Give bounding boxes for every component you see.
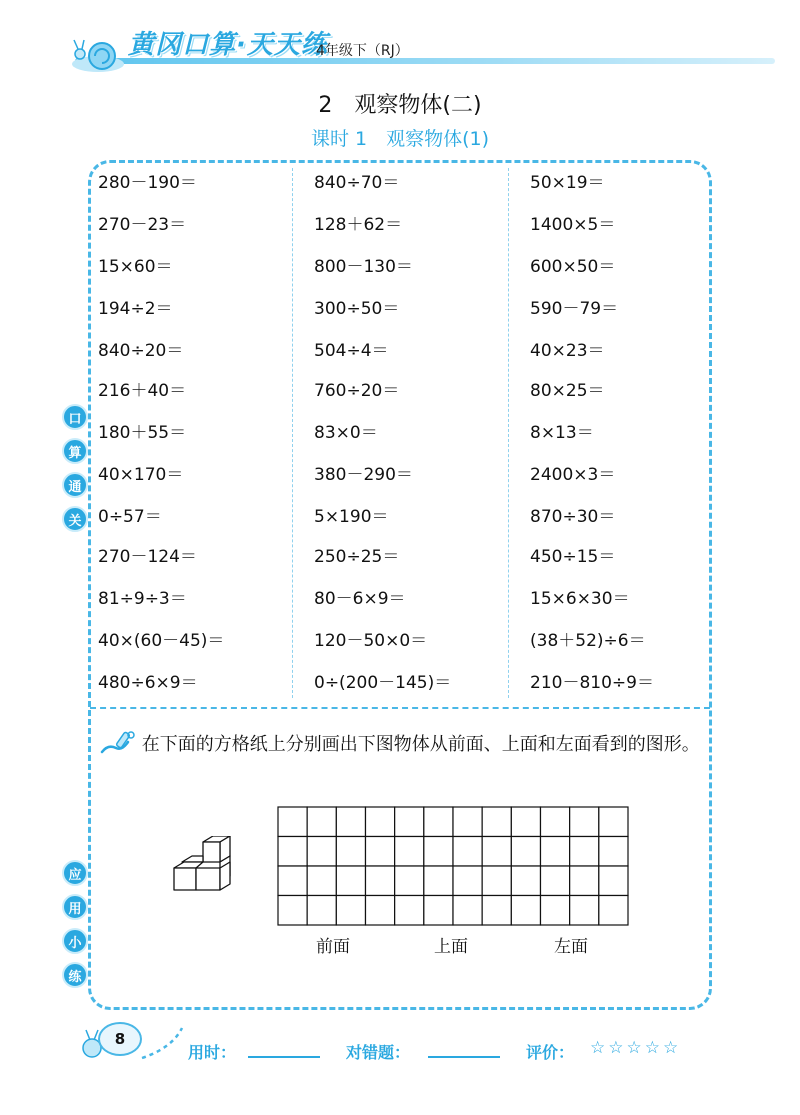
- problem: 600×50＝: [530, 257, 616, 277]
- grid-cell[interactable]: [599, 896, 628, 926]
- grid-cell[interactable]: [541, 866, 570, 896]
- problem: 1400×5＝: [530, 215, 616, 235]
- problem: 180＋55＝: [98, 423, 187, 443]
- problem: 80×25＝: [530, 381, 605, 401]
- grid-cell[interactable]: [424, 837, 453, 867]
- grid-cell[interactable]: [599, 866, 628, 896]
- label-front: 前面: [316, 937, 350, 957]
- problem: 590－79＝: [530, 299, 619, 319]
- snail-icon: [68, 34, 128, 74]
- grid-cell[interactable]: [541, 896, 570, 926]
- page-number: 8: [98, 1022, 142, 1056]
- problem: 480÷6×9＝: [98, 673, 198, 693]
- label-top: 上面: [434, 937, 468, 957]
- problem: 280－190＝: [98, 173, 197, 193]
- grid-cell[interactable]: [570, 866, 599, 896]
- page-header: [0, 0, 800, 90]
- problem: 81÷9÷3＝: [98, 589, 187, 609]
- time-label: 用时：: [188, 1043, 237, 1062]
- grid-cell[interactable]: [453, 896, 482, 926]
- grid-cell[interactable]: [336, 866, 365, 896]
- problem: 194÷2＝: [98, 299, 173, 319]
- grid-cell[interactable]: [336, 896, 365, 926]
- section-divider: [90, 707, 710, 709]
- grid-cell[interactable]: [541, 837, 570, 867]
- grid-cell[interactable]: [511, 896, 540, 926]
- problem: 40×170＝: [98, 465, 184, 485]
- badge-char: 口: [62, 404, 88, 430]
- section-badge-practice: [62, 860, 84, 996]
- problem: 450÷15＝: [530, 547, 616, 567]
- grid-cell[interactable]: [395, 807, 424, 837]
- rating-stars[interactable]: ☆☆☆☆☆: [590, 1038, 682, 1058]
- badge-char: 关: [62, 506, 88, 532]
- badge-char: 通: [62, 472, 88, 498]
- grid-cell[interactable]: [599, 807, 628, 837]
- grid-cell[interactable]: [336, 837, 365, 867]
- problem: (38＋52)÷6＝: [530, 631, 646, 651]
- grade-label: 4年级下（RJ）: [316, 43, 409, 59]
- grid-cell[interactable]: [541, 807, 570, 837]
- instruction-text: 在下面的方格纸上分别画出下图物体从前面、上面和左面看到的图形。: [141, 734, 700, 755]
- time-field[interactable]: [248, 1056, 320, 1058]
- problem: 216＋40＝: [98, 381, 187, 401]
- problem: 800－130＝: [314, 257, 413, 277]
- problem: 5×190＝: [314, 507, 389, 527]
- problem: 380－290＝: [314, 465, 413, 485]
- section-badge-mental: [62, 404, 84, 540]
- grid-cell[interactable]: [395, 866, 424, 896]
- grid-cell[interactable]: [424, 807, 453, 837]
- grid-cell[interactable]: [570, 837, 599, 867]
- problem: 15×6×30＝: [530, 589, 630, 609]
- pen-icon: [98, 730, 136, 756]
- grid-cell[interactable]: [307, 896, 336, 926]
- grid-cell[interactable]: [307, 837, 336, 867]
- problem: 40×(60－45)＝: [98, 631, 225, 651]
- cube-figure: [170, 836, 234, 896]
- problem: 15×60＝: [98, 257, 173, 277]
- grid-cell[interactable]: [424, 866, 453, 896]
- badge-char: 小: [62, 928, 88, 954]
- grid-cell[interactable]: [453, 837, 482, 867]
- problem: 120－50×0＝: [314, 631, 428, 651]
- chapter-title: 2 观察物体(二): [318, 93, 482, 118]
- grid-cell[interactable]: [570, 896, 599, 926]
- problem: 870÷30＝: [530, 507, 616, 527]
- grid-cell[interactable]: [482, 807, 511, 837]
- problem: 300÷50＝: [314, 299, 400, 319]
- problem: 840÷20＝: [98, 341, 184, 361]
- badge-char: 用: [62, 894, 88, 920]
- problem: 270－23＝: [98, 215, 187, 235]
- lesson-title: 课时 1 观察物体(1): [310, 128, 490, 150]
- problem: 504÷4＝: [314, 341, 389, 361]
- rating-label: 评价：: [526, 1043, 575, 1062]
- grid-cell[interactable]: [366, 896, 395, 926]
- problem: 0÷(200－145)＝: [314, 673, 452, 693]
- problem: 270－124＝: [98, 547, 197, 567]
- problem: 0÷57＝: [98, 507, 162, 527]
- problem: 8×13＝: [530, 423, 594, 443]
- grid-cell[interactable]: [278, 807, 307, 837]
- grid-cell[interactable]: [395, 837, 424, 867]
- grid-cell[interactable]: [599, 837, 628, 867]
- grid-cell[interactable]: [570, 807, 599, 837]
- grid-cell[interactable]: [366, 807, 395, 837]
- problem: 250÷25＝: [314, 547, 400, 567]
- grid-cell[interactable]: [511, 866, 540, 896]
- problem: 760÷20＝: [314, 381, 400, 401]
- problem: 50×19＝: [530, 173, 605, 193]
- grid-cell[interactable]: [366, 837, 395, 867]
- drawing-grid[interactable]: [277, 806, 629, 926]
- badge-char: 算: [62, 438, 88, 464]
- task-instruction: [98, 724, 708, 766]
- grid-cell[interactable]: [336, 807, 365, 837]
- grid-cell[interactable]: [511, 837, 540, 867]
- correct-label: 对错题：: [346, 1043, 411, 1062]
- problem: 210－810÷9＝: [530, 673, 654, 693]
- correct-field[interactable]: [428, 1056, 500, 1058]
- grid-cell[interactable]: [482, 896, 511, 926]
- problem: 2400×3＝: [530, 465, 616, 485]
- grid-cell[interactable]: [366, 866, 395, 896]
- grid-cell[interactable]: [278, 837, 307, 867]
- problem: 40×23＝: [530, 341, 605, 361]
- brand-title: 黄冈口算·天天练: [128, 30, 328, 60]
- grid-cell[interactable]: [307, 807, 336, 837]
- column-separator: [508, 168, 509, 698]
- grid-cell[interactable]: [278, 866, 307, 896]
- problem: 840÷70＝: [314, 173, 400, 193]
- grid-cell[interactable]: [278, 896, 307, 926]
- grid-cell[interactable]: [453, 807, 482, 837]
- grid-cell[interactable]: [453, 866, 482, 896]
- grid-cell[interactable]: [424, 896, 453, 926]
- problem: 128＋62＝: [314, 215, 403, 235]
- problem: 83×0＝: [314, 423, 378, 443]
- badge-char: 练: [62, 962, 88, 988]
- grid-cell[interactable]: [307, 866, 336, 896]
- grid-cell[interactable]: [395, 896, 424, 926]
- label-left: 左面: [554, 937, 588, 957]
- grid-cell[interactable]: [482, 866, 511, 896]
- grid-cell[interactable]: [511, 807, 540, 837]
- problem: 80－6×9＝: [314, 589, 406, 609]
- grid-cell[interactable]: [482, 837, 511, 867]
- column-separator: [292, 168, 293, 698]
- badge-char: 应: [62, 860, 88, 886]
